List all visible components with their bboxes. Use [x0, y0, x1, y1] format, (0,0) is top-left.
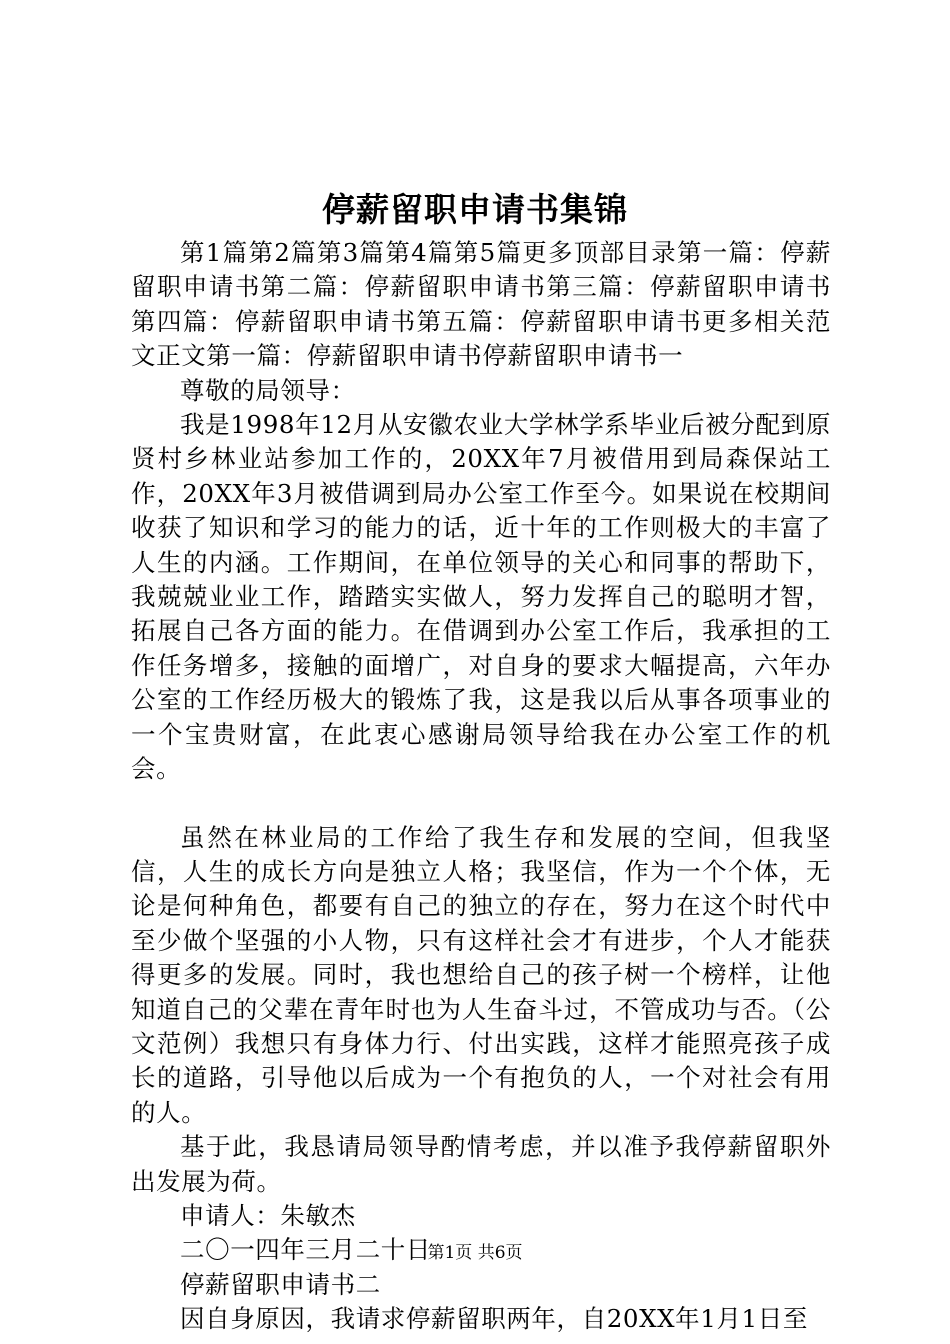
page-number: 第1页 共6页 — [427, 1243, 523, 1263]
document-body — [131, 236, 831, 1337]
date-line: 二〇一四年三月二十日 — [180, 1235, 431, 1265]
applicant-signature: 申请人：朱敏杰 — [180, 1200, 356, 1230]
body-paragraph: 因自身原因，我请求停薪留职两年，自20XX年1月1日至 — [180, 1304, 808, 1334]
body-paragraph: 虽然在林业局的工作给了我生存和发展的空间，但我坚信，人生的成长方向是独立人格；我坚信，作为一个个体，无论是何种角色，都要有自己的独立的存在，努力在这个时代中至少做个坚强的小人物，只有这样社会才有进步，个人才能获得更多的发展。同时，我也想给自己的孩子树一个榜样，让他知道自己的父辈在青年时也为人生奋斗过，不管成功与否。（公文范例）我想只有身体力行、付出实践，这样才能照亮孩子成长的道路，引导他以后成为一个有抱负的人，一个对社会有用的人。 — [131, 822, 831, 1127]
salutation: 尊敬的局领导： — [180, 375, 356, 405]
table-of-contents-paragraph: 第1篇第2篇第3篇第4篇第5篇更多顶部目录第一篇：停薪留职申请书第二篇：停薪留职申请书第三篇：停薪留职申请书第四篇：停薪留职申请书第五篇：停薪留职申请书更多相关范文正文第一篇：停薪留职申请书停薪留职申请书一 — [131, 238, 831, 371]
body-paragraph: 我是1998年12月从安徽农业大学林学系毕业后被分配到原贤村乡林业站参加工作的，20XX年7月被借用到局森保站工作，20XX年3月被借调到局办公室工作至今。如果说在校期间收获了知识和学习的能力的话，近十年的工作则极大的丰富了人生的内涵。工作期间，在单位领导的关心和同事的帮助下，我兢兢业业工作，踏踏实实做人，努力发挥自己的聪明才智，拓展自己各方面的能力。在借调到办公室工作后，我承担的工作任务增多，接触的面增广，对自身的要求大幅提高，六年办公室的工作经历极大的锻炼了我，这是我以后从事各项事业的一个宝贵财富，在此衷心感谢局领导给我在办公室工作的机会。 — [131, 410, 831, 784]
section-heading: 停薪留职申请书二 — [180, 1269, 381, 1299]
document-title: 停薪留职申请书集锦 — [322, 190, 628, 229]
request-paragraph: 基于此，我恳请局领导酌情考虑，并以准予我停薪留职外出发展为荷。 — [131, 1132, 831, 1196]
